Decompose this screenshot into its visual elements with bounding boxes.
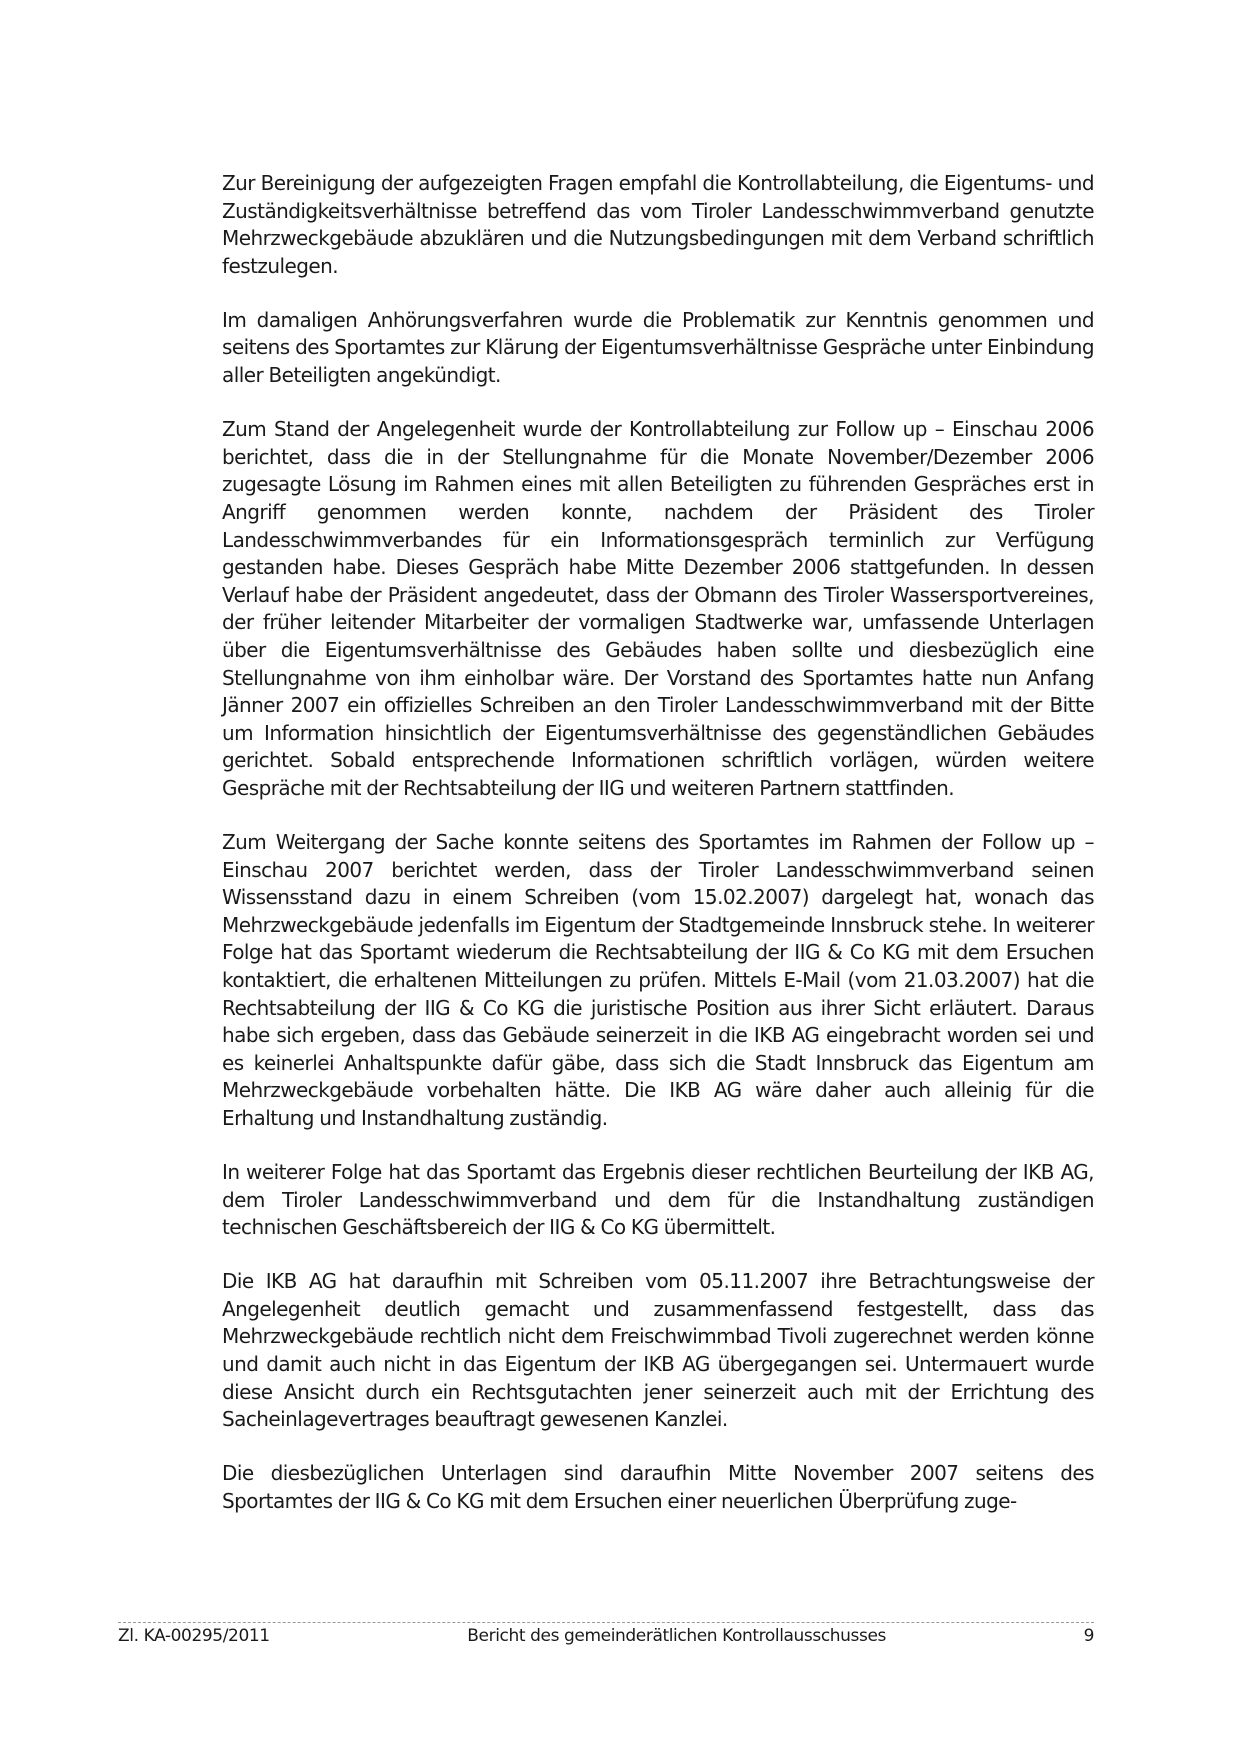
paragraph-2: Im damaligen Anhörungsverfahren wurde die Problematik zur Kenntnis genommen und seitens des Sportamtes zur Klärung der Eigentumsverhältnisse Gespräche unter Einbindung aller Beteiligten angekündigt. xyxy=(222,307,1094,388)
paragraph-7: Die diesbezüglichen Unterlagen sind daraufhin Mitte November 2007 seitens des Sportamtes der IIG & Co KG mit dem Ersuchen einer neuerlichen Überprüfung zuge- xyxy=(222,1461,1094,1513)
footer-title: Bericht des gemeinderätlichen Kontrollausschusses xyxy=(467,1626,886,1646)
paragraph-4: Zum Weitergang der Sache konnte seitens des Sportamtes im Rahmen der Follow up – Einschau 2007 berichtet werden, dass der Tiroler Landesschwimmverband seinen Wissensstand dazu in einem Schreiben (vom 15.02.2007) dargelegt hat, wonach das Mehrzweckgebäude jedenfalls im Eigentum der Stadtgemeinde Innsbruck stehe. In weiterer Folge hat das Sportamt wiederum die Rechtsabteilung der IIG & Co KG mit dem Ersuchen kontaktiert, die erhaltenen Mitteilungen zu prüfen. Mittels E-Mail (vom 21.03.2007) hat die Rechtsabteilung der IIG & Co KG die juristische Position aus ihrer Sicht erläutert. Daraus habe sich ergeben, dass das Gebäude seinerzeit in die IKB AG eingebracht worden sei und es keinerlei Anhaltspunkte dafür gäbe, dass sich die Stadt Innsbruck das Eigentum am Mehrzweckgebäude vorbehalten hätte. Die IKB AG wäre daher auch alleinig für die Erhaltung und Instandhaltung zuständig. xyxy=(222,829,1094,1130)
paragraph-1: Zur Bereinigung der aufgezeigten Fragen empfahl die Kontrollabteilung, die Eigentums- und Zuständigkeitsverhältnisse betreffend das vom Tiroler Landesschwimmverband genutzte Mehrzweckgebäude abzuklären und die Nutzungsbedingungen mit dem Verband schriftlich festzulegen. xyxy=(222,171,1094,278)
page-footer xyxy=(118,1622,1094,1646)
paragraph-6: Die IKB AG hat daraufhin mit Schreiben vom 05.11.2007 ihre Betrachtungsweise der Angelegenheit deutlich gemacht und zusammenfassend festgestellt, dass das Mehrzweckgebäude rechtlich nicht dem Freischwimmbad Tivoli zugerechnet werden könne und damit auch nicht in das Eigentum der IKB AG übergegangen sei. Untermauert wurde diese Ansicht durch ein Rechtsgutachten jener seinerzeit auch mit der Errichtung des Sacheinlagevertrages beauftragt gewesenen Kanzlei. xyxy=(222,1269,1094,1432)
paragraph-5: In weiterer Folge hat das Sportamt das Ergebnis dieser rechtlichen Beurteilung der IKB AG, dem Tiroler Landesschwimmverband und dem für die Instandhaltung zuständigen technischen Geschäftsbereich der IIG & Co KG übermittelt. xyxy=(222,1160,1094,1240)
footer-page-number: 9 xyxy=(1083,1626,1094,1646)
paragraph-3: Zum Stand der Angelegenheit wurde der Kontrollabteilung zur Follow up – Einschau 2006 berichtet, dass die in der Stellungnahme für die Monate November/Dezember 2006 zugesagte Lösung im Rahmen eines mit allen Beteiligten zu führenden Gespräches erst in Angriff genommen werden konnte, nachdem der Präsident des Tiroler Landesschwimmverbandes für ein Informationsgespräch terminlich zur Verfügung gestanden habe. Dieses Gespräch habe Mitte Dezember 2006 stattgefunden. In dessen Verlauf habe der Präsident angedeutet, dass der Obmann des Tiroler Wassersportvereines, der früher leitender Mitarbeiter der vormaligen Stadtwerke war, umfassende Unterlagen über die Eigentumsverhältnisse des Gebäudes haben sollte und diesbezüglich eine Stellungnahme von ihm einholbar wäre. Der Vorstand des Sportamtes hatte nun Anfang Jänner 2007 ein offizielles Schreiben an den Tiroler Landesschwimmverband mit der Bitte um Information hinsichtlich der Eigentumsverhältnisse des gegenständlichen Gebäudes gerichtet. Sobald entsprechende Informationen schriftlich vorlägen, würden weitere Gespräche mit der Rechtsabteilung der IIG und weiteren Partnern stattfinden. xyxy=(222,417,1094,800)
document-body xyxy=(222,170,1094,1542)
footer-reference: Zl. KA-00295/2011 xyxy=(118,1626,270,1646)
